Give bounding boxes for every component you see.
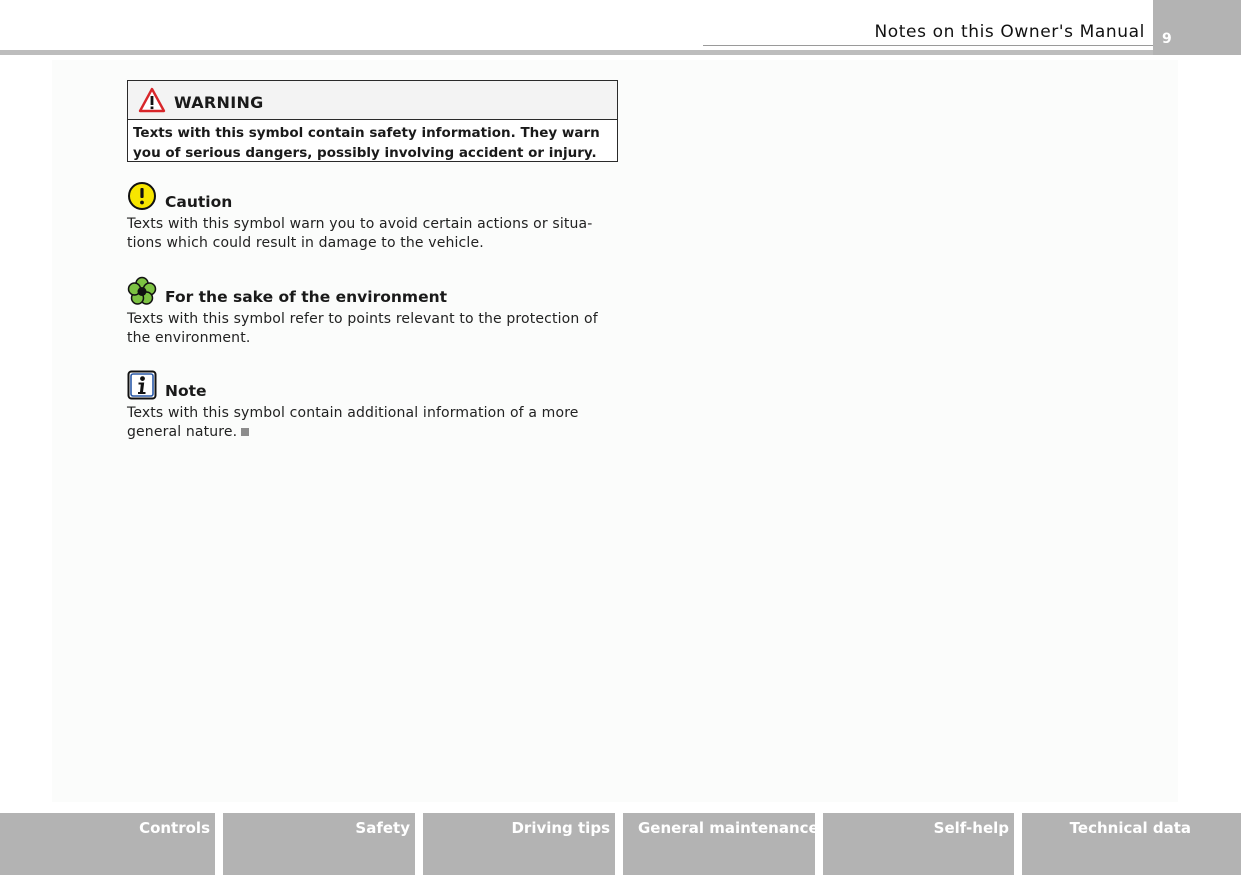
warning-text: Texts with this symbol contain safety information. They warn you of serious dangers, possibly involving accident or injury. (133, 125, 600, 161)
caution-title: Caution (165, 193, 233, 211)
tab-technical-data[interactable]: Technical data (1022, 813, 1241, 875)
info-note-icon (127, 370, 157, 400)
page-number-box (1153, 0, 1241, 55)
page-number: 9 (1162, 31, 1172, 47)
environment-header (127, 276, 617, 306)
caution-section (127, 181, 617, 253)
note-title: Note (165, 382, 207, 400)
environment-text: Texts with this symbol refer to points relevant to the protection of the environment. (127, 311, 598, 346)
tab-general-maintenance[interactable]: General maintenance (623, 813, 815, 875)
warning-box (127, 80, 618, 162)
header-rule-thin (703, 45, 1153, 46)
chapter-nav (0, 813, 1241, 875)
note-text-wrap (127, 404, 617, 442)
environment-section (127, 276, 617, 348)
environment-flower-icon (127, 276, 157, 306)
tab-safety[interactable]: Safety (223, 813, 415, 875)
header-rule (0, 50, 1153, 55)
caution-header (127, 181, 617, 211)
note-header (127, 370, 617, 400)
tab-controls[interactable]: Controls (0, 813, 215, 875)
caution-text: Texts with this symbol warn you to avoid certain actions or situa-tions which could result in damage to the vehicle. (127, 216, 593, 251)
caution-icon (127, 181, 157, 211)
tab-self-help[interactable]: Self-help (823, 813, 1014, 875)
environment-title: For the sake of the environment (165, 288, 448, 306)
note-section (127, 370, 617, 442)
warning-header (128, 81, 617, 120)
end-of-section-mark (241, 428, 249, 436)
chapter-title: Notes on this Owner's Manual (874, 22, 1145, 42)
note-text: Texts with this symbol contain additional information of a more general nature. (127, 405, 579, 440)
warning-triangle-icon (138, 87, 166, 113)
tab-driving-tips[interactable]: Driving tips (423, 813, 615, 875)
warning-title: WARNING (174, 93, 264, 112)
